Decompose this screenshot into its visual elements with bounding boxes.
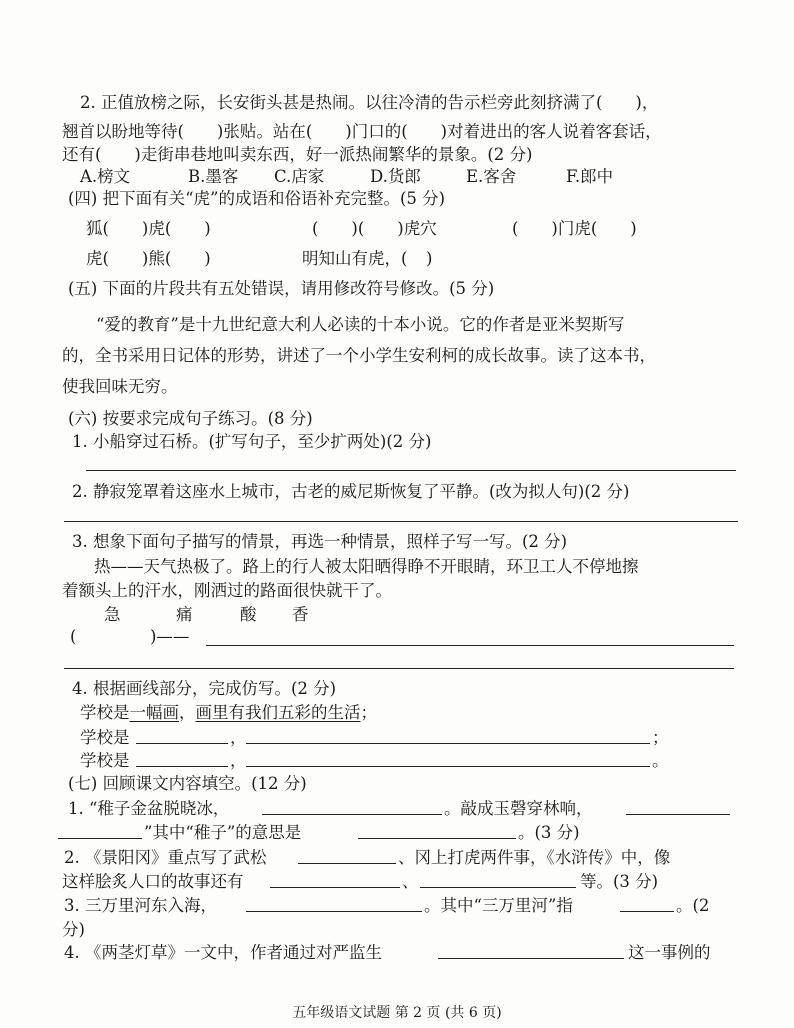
s7-q3-b: 。其中“三万里河”指 <box>424 896 573 915</box>
answer-line[interactable] <box>420 887 576 888</box>
s6-q4: 4. 根据画线部分，完成仿写。(2 分) <box>72 679 337 698</box>
word-choice: 香 <box>292 605 309 624</box>
idiom-blank-2: ( )( )虎穴 <box>312 219 437 238</box>
answer-line[interactable] <box>246 766 650 767</box>
s7-q4-b: 这一事例的 <box>628 943 711 962</box>
comma: ， <box>230 751 247 770</box>
answer-line[interactable] <box>206 645 734 646</box>
q2-option-e: E.客舍 <box>466 167 517 186</box>
s7-q2-e: 等。(3 分) <box>580 872 659 891</box>
s6-q4-answer-2: 学校是 <box>80 751 130 770</box>
word-choice: 痛 <box>176 605 193 624</box>
comma: ， <box>230 728 247 747</box>
model-comma: ， <box>179 703 196 722</box>
s6-q3: 3. 想象下面句子描写的情景，再选一种情景，照样子写一写。(2 分) <box>72 532 568 551</box>
s6-q3-example-2: 着额头上的汗水，刚洒过的路面很快就干了。 <box>62 581 392 600</box>
section-5-heading: (五) 下面的片段共有五处错误，请用修改符号修改。(5 分) <box>68 279 495 298</box>
s7-q2-d: 、 <box>402 872 419 891</box>
semicolon: ； <box>652 728 669 747</box>
model-end: ； <box>360 703 377 722</box>
s6-q4-model <box>80 702 377 724</box>
answer-line[interactable] <box>262 814 442 815</box>
s7-q1-b: 。敲成玉磬穿林响， <box>444 799 593 818</box>
page-footer: 五年级语文试题 第 2 页 (共 6 页) <box>292 1005 502 1021</box>
answer-line[interactable] <box>358 838 516 839</box>
q2-option-a: A.榜文 <box>80 167 131 186</box>
passage-line-2: 的，全书采用日记体的形势，讲述了一个小学生安利柯的成长故事。读了这本书， <box>62 346 656 365</box>
period: 。 <box>652 751 669 770</box>
answer-line[interactable] <box>620 911 674 912</box>
s7-q3-d: 分) <box>62 920 85 939</box>
q2-option-f: F.郎中 <box>566 167 614 186</box>
answer-line[interactable] <box>246 743 650 744</box>
section-6-heading: (六) 按要求完成句子练习。(8 分) <box>68 409 313 428</box>
s7-q4-a: 4. 《两茎灯草》一文中，作者通过对严监生 <box>64 943 382 962</box>
answer-line[interactable] <box>64 521 738 522</box>
s7-q1-c: ”其中“稚子”的意思是 <box>144 823 302 842</box>
q2-option-b: B.墨客 <box>188 167 239 186</box>
s6-q3-example-1: 热——天气热极了。路上的行人被太阳晒得睁不开眼睛，环卫工人不停地擦 <box>94 557 639 576</box>
passage-line-3: 使我回味无穷。 <box>62 377 178 396</box>
word-choice: 酸 <box>240 605 257 624</box>
answer-line[interactable] <box>438 958 624 959</box>
answer-line[interactable] <box>246 911 422 912</box>
idiom-blank-4: 虎( )熊( ) <box>86 249 211 268</box>
answer-line[interactable] <box>626 814 730 815</box>
s7-q3-c: 。(2 <box>676 896 710 915</box>
paren-open: ( <box>70 627 77 646</box>
s6-q2: 2. 静寂笼罩着这座水上城市，古老的威尼斯恢复了平静。(改为拟人句)(2 分) <box>72 482 630 501</box>
s7-q2-a: 2. 《景阳冈》重点写了武松 <box>64 848 267 867</box>
answer-line[interactable] <box>270 887 400 888</box>
q2-line1: 2. 正值放榜之际，长安街头甚是热闹。以往冷清的告示栏旁此刻挤满了( )， <box>80 93 659 112</box>
s7-q3-a: 3. 三万里河东入海， <box>64 896 217 915</box>
idiom-blank-5: 明知山有虎，( <box>302 249 408 268</box>
s7-q1-d: 。(3 分) <box>518 823 580 842</box>
s7-q1-a: 1. “稚子金盆脱晓冰， <box>68 799 230 818</box>
s7-q2-c: 这样脍炙人口的故事还有 <box>62 872 244 891</box>
s6-q1: 1. 小船穿过石桥。(扩写句子，至少扩两处)(2 分) <box>72 432 432 451</box>
model-underlined-1: 一幅画 <box>129 703 179 722</box>
answer-line[interactable] <box>136 766 228 767</box>
model-underlined-2: 画里有我们五彩的生活 <box>195 703 361 722</box>
section-4-heading: (四) 把下面有关“虎”的成语和俗语补充完整。(5 分) <box>68 189 446 208</box>
s6-q4-answer-1: 学校是 <box>80 728 130 747</box>
model-lead: 学校是 <box>80 703 130 722</box>
answer-line[interactable] <box>86 470 736 471</box>
idiom-blank-3: ( )门虎( ) <box>512 219 637 238</box>
idiom-blank-1: 狐( )虎( ) <box>86 219 211 238</box>
q2-option-d: D.货郎 <box>370 167 421 186</box>
q2-option-c: C.店家 <box>274 167 325 186</box>
answer-line[interactable] <box>298 863 396 864</box>
s7-q2-b: 、冈上打虎两件事，《水浒传》中，像 <box>398 848 671 867</box>
answer-line[interactable] <box>58 838 142 839</box>
answer-line[interactable] <box>64 668 734 669</box>
idiom-blank-5-open: ) <box>426 249 433 268</box>
word-choice: 急 <box>104 605 121 624</box>
q2-line3: 还有( )走街串巷地叫卖东西，好一派热闹繁华的景象。(2 分) <box>62 145 533 164</box>
answer-line[interactable] <box>136 743 228 744</box>
passage-line-1: “爱的教育”是十九世纪意大利人必读的十本小说。它的作者是亚米契斯写 <box>96 315 625 334</box>
section-7-heading: (七) 回顾课文内容填空。(12 分) <box>68 774 307 793</box>
q2-line2: 翘首以盼地等待( )张贴。站在( )门口的( )对着进出的客人说着客套话， <box>62 122 662 141</box>
paren-close: )—— <box>150 627 190 646</box>
